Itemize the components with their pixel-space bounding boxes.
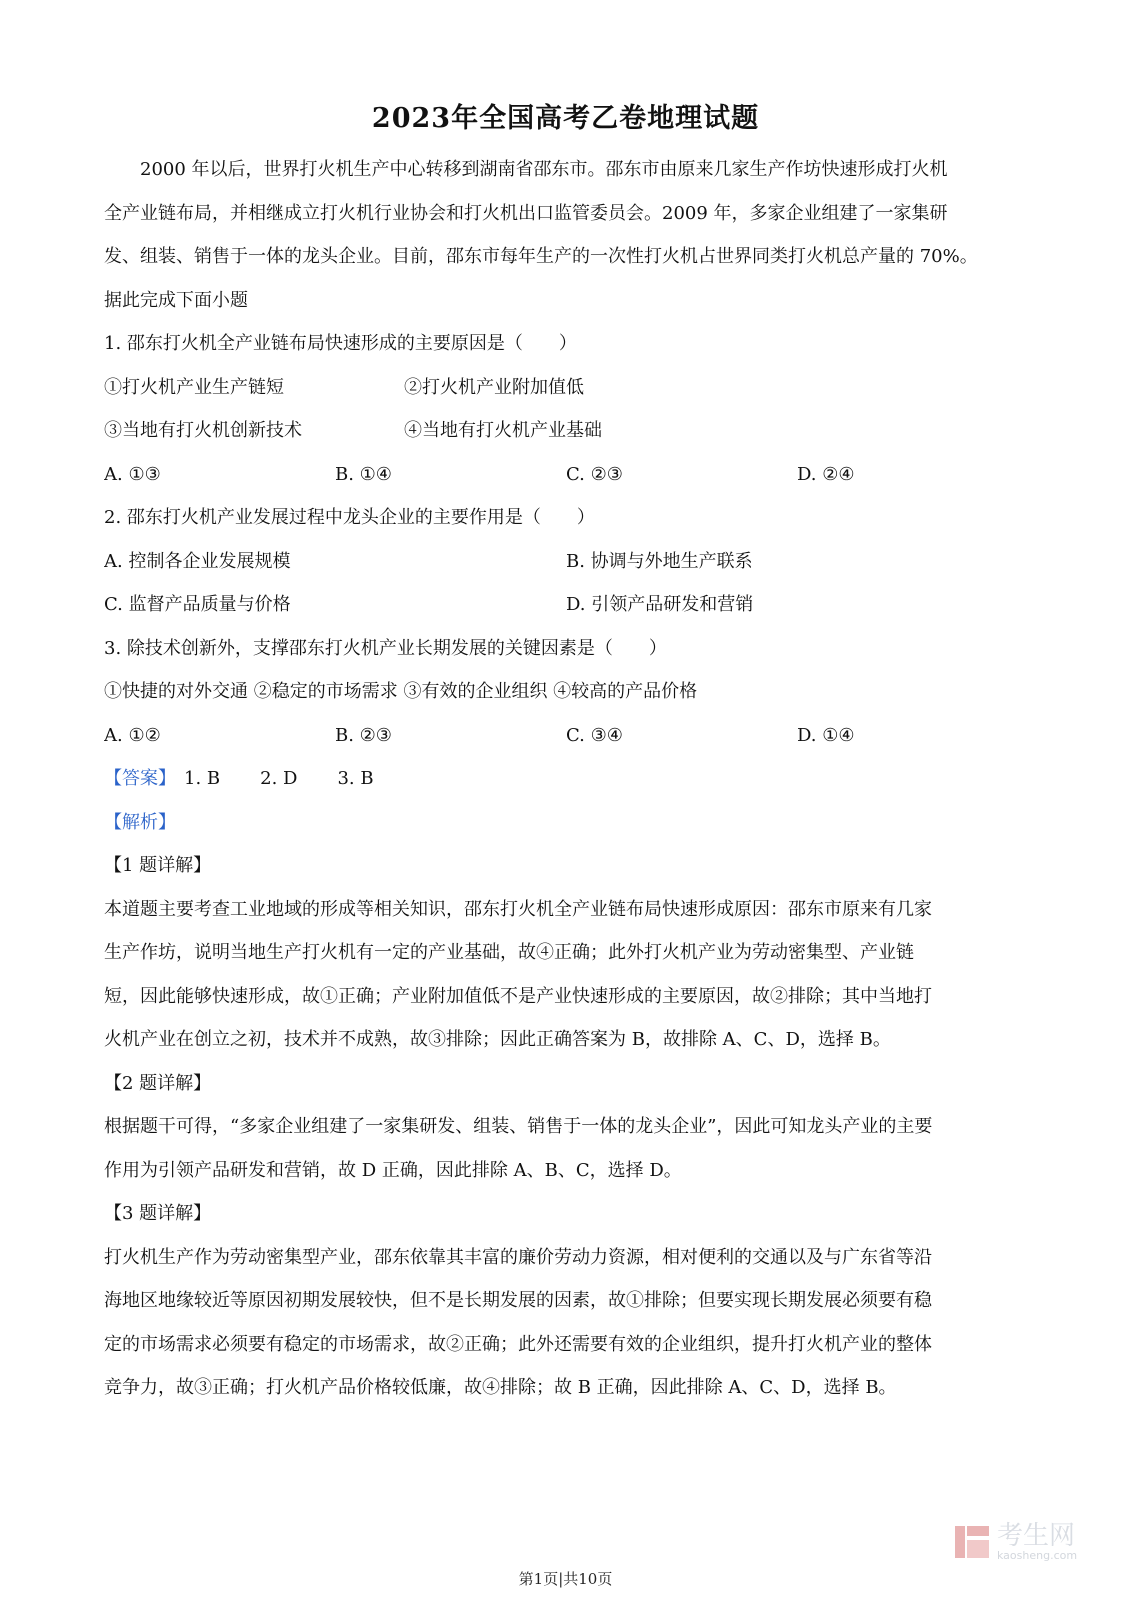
option-a: A. ①③ (104, 463, 161, 485)
question-1-item: ②打火机产业附加值低 (404, 376, 584, 398)
option-b: B. 协调与外地生产联系 (566, 550, 753, 572)
passage-line: 据此完成下面小题 (104, 289, 248, 311)
question-1-items-row (104, 409, 1028, 453)
page-title: 2023年全国高考乙卷地理试题 (371, 103, 760, 134)
question-1-options (104, 453, 1028, 497)
watermark (955, 1518, 1115, 1566)
detail-line: 短，因此能够快速形成，故①正确；产业附加值低不是产业快速形成的主要原因，故②排除；其中当地打 (104, 985, 932, 1007)
question-1-items-row (104, 366, 1028, 410)
question-2 (104, 496, 1028, 627)
detail-heading: 【2 题详解】 (104, 1072, 212, 1094)
question-1 (104, 322, 1028, 496)
detail-3 (104, 1192, 1028, 1410)
option-c: C. ③④ (566, 724, 623, 746)
detail-line: 海地区地缘较近等原因初期发展较快，但不是长期发展的因素，故①排除；但要实现长期发展必须要有稳 (104, 1290, 932, 1311)
passage-line: 发、组装、销售于一体的龙头企业。目前，邵东市每年生产的一次性打火机占世界同类打火机总产量的 70%。 (104, 246, 978, 267)
option-c: C. ②③ (566, 463, 623, 485)
detail-line: 作用为引领产品研发和营销，故 D 正确，因此排除 A、B、C，选择 D。 (104, 1159, 682, 1181)
option-b: B. ①④ (335, 463, 392, 485)
answer-value: 2. D (260, 768, 298, 789)
question-3-items: ①快捷的对外交通 ②稳定的市场需求 ③有效的企业组织 ④较高的产品价格 (104, 681, 698, 702)
detail-heading: 【3 题详解】 (104, 1203, 212, 1224)
question-3-options (104, 714, 1028, 758)
question-1-stem: 1. 邵东打火机全产业链布局快速形成的主要原因是（ ） (104, 333, 577, 354)
option-a: A. 控制各企业发展规模 (104, 550, 291, 572)
answer-line (104, 757, 1028, 801)
watermark-text (997, 1522, 1077, 1562)
detail-2 (104, 1062, 1028, 1193)
question-3-stem: 3. 除技术创新外，支撑邵东打火机产业长期发展的关键因素是（ ） (104, 637, 667, 659)
question-2-stem: 2. 邵东打火机产业发展过程中龙头企业的主要作用是（ ） (104, 507, 595, 528)
detail-line: 打火机生产作为劳动密集型产业，邵东依靠其丰富的廉价劳动力资源，相对便利的交通以及与广东省等沿 (104, 1246, 932, 1268)
watermark-url: kaosheng.com (997, 1549, 1078, 1562)
passage-line: 2000 年以后，世界打火机生产中心转移到湖南省邵东市。邵东市由原来几家生产作坊快速形成打火机 (140, 159, 948, 180)
question-3 (104, 627, 1028, 758)
answer-value: 3. B (337, 768, 374, 789)
option-d: D. ②④ (797, 463, 855, 485)
detail-line: 竞争力，故③正确；打火机产品价格较低廉，故④排除；故 B 正确，因此排除 A、C、D，选择 B。 (104, 1377, 897, 1398)
detail-1 (104, 844, 1028, 1062)
detail-heading: 【1 题详解】 (104, 855, 212, 876)
watermark-logo-icon (955, 1522, 989, 1562)
page-footer: 第1页|共10页 (518, 1570, 613, 1588)
detail-line: 本道题主要考查工业地域的形成等相关知识，邵东打火机全产业链布局快速形成原因：邵东市原来有几家 (104, 898, 932, 920)
question-1-item: ③当地有打火机创新技术 (104, 420, 302, 441)
question-2-options-row (104, 540, 1028, 584)
option-c: C. 监督产品质量与价格 (104, 594, 291, 615)
answer-label: 【答案】 (104, 768, 176, 789)
option-a: A. ①② (104, 724, 161, 746)
question-1-item: ①打火机产业生产链短 (104, 376, 284, 398)
option-b: B. ②③ (335, 724, 392, 746)
option-d: D. 引领产品研发和营销 (566, 594, 754, 615)
option-d: D. ①④ (797, 724, 855, 746)
passage-line: 全产业链布局，并相继成立打火机行业协会和打火机出口监管委员会。2009 年，多家企业组建了一家集研 (104, 202, 948, 224)
answer-value: 1. B (184, 768, 221, 789)
analysis-label: 【解析】 (104, 811, 176, 833)
watermark-name: 考生网 (997, 1521, 1076, 1551)
detail-line: 火机产业在创立之初，技术并不成熟，故③排除；因此正确答案为 B，故排除 A、C、D，选择 B。 (104, 1029, 891, 1050)
question-1-item: ④当地有打火机产业基础 (404, 420, 602, 441)
question-2-options-row (104, 583, 1028, 627)
passage (104, 148, 1028, 322)
detail-line: 定的市场需求必须要有稳定的市场需求，故②正确；此外还需要有效的企业组织，提升打火机产业的整体 (104, 1333, 932, 1355)
detail-line: 根据题干可得，“多家企业组建了一家集研发、组装、销售于一体的龙头企业”，因此可知龙头产业的主要 (104, 1116, 933, 1137)
document-content (104, 148, 1028, 1410)
detail-line: 生产作坊，说明当地生产打火机有一定的产业基础，故④正确；此外打火机产业为劳动密集型、产业链 (104, 942, 914, 963)
